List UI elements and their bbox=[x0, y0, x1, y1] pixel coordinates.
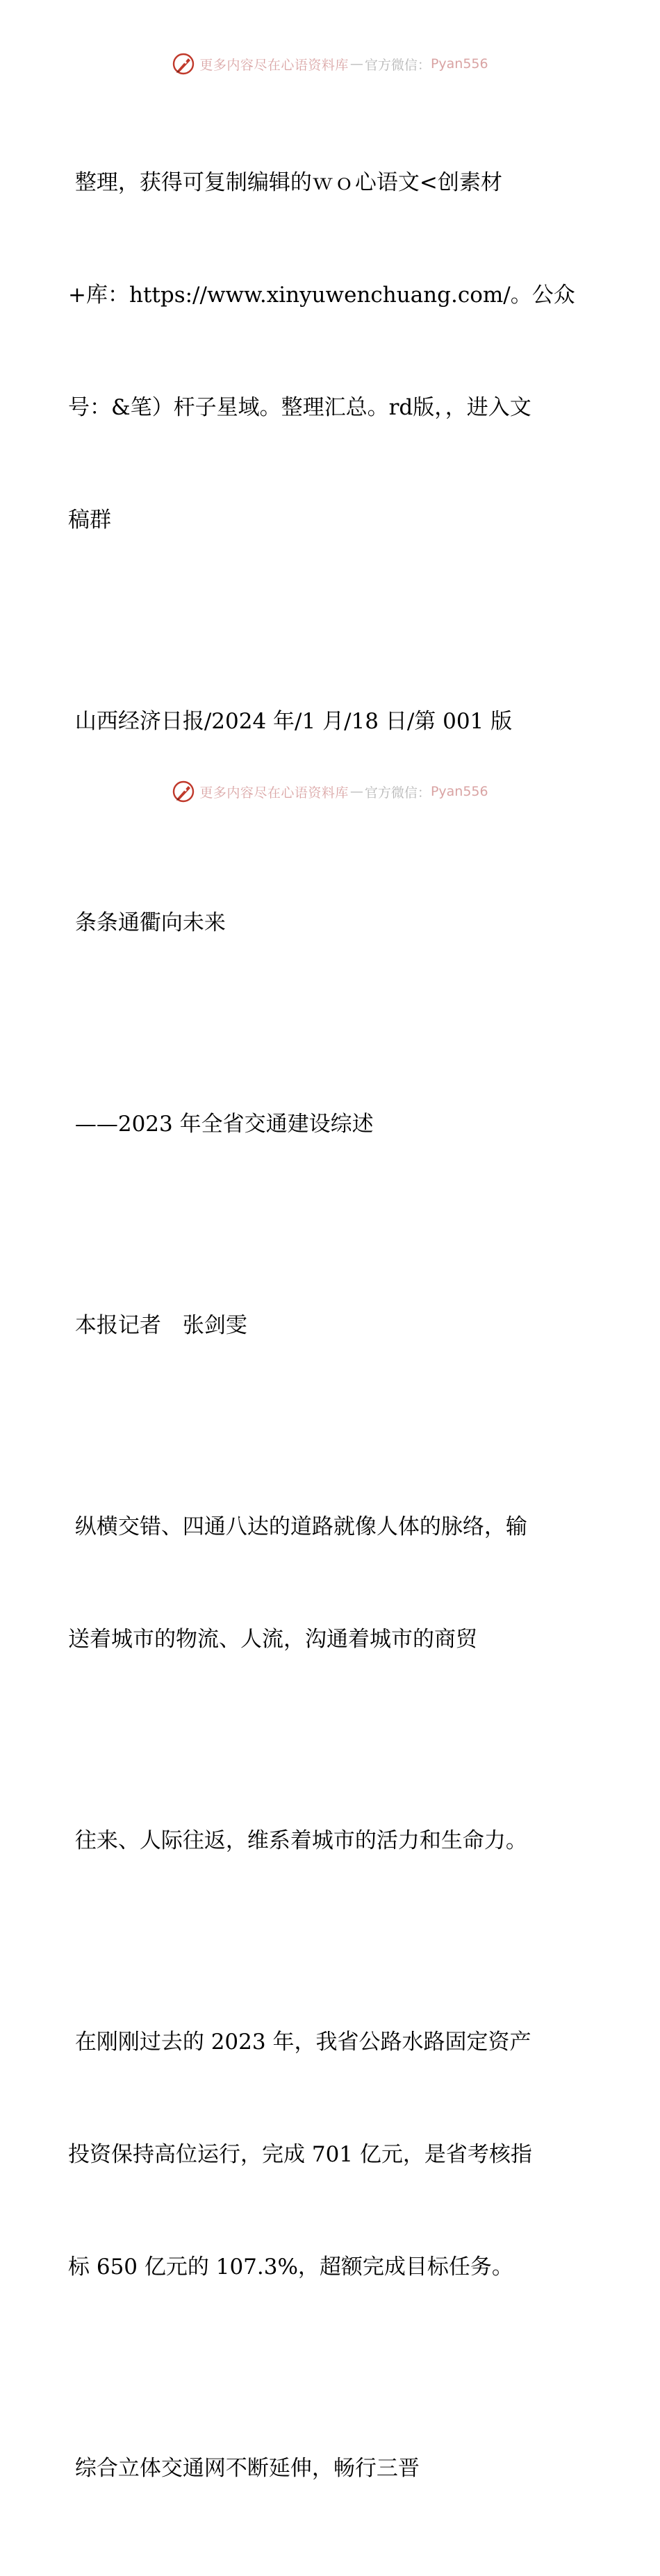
text-line: 标 650 亿元的 107.3%，超额完成目标任务。 bbox=[68, 2255, 513, 2280]
watermark-official-label: 官方微信： bbox=[364, 785, 431, 801]
text-line: 本报记者 张剑雯 bbox=[68, 1313, 247, 1338]
body-paragraph bbox=[68, 1433, 591, 1733]
text-line: 稿群 bbox=[68, 508, 111, 533]
text-line: 山西经济日报/2024 年/1 月/18 日/第 001 版 bbox=[68, 709, 513, 734]
watermark-separator: — bbox=[349, 784, 363, 799]
text-line: 整理，获得可复制编辑的ｗｏ心语文<创素材 bbox=[68, 170, 502, 195]
text-line: ——2023 年全省交通建设综述 bbox=[68, 1112, 374, 1137]
text-line: 纵横交错、四通八达的道路就像人体的脉络，输 bbox=[68, 1514, 527, 1539]
watermark-official-label: 官方微信： bbox=[364, 57, 431, 73]
text-line: 在刚刚过去的 2023 年，我省公路水路固定资产 bbox=[68, 2030, 531, 2055]
text-line: 送着城市的物流、人流，沟通着城市的商贸 bbox=[68, 1627, 477, 1652]
intro-paragraph bbox=[68, 89, 591, 614]
watermark-account: Pyan556 bbox=[430, 784, 488, 799]
watermark-account: Pyan556 bbox=[430, 56, 488, 72]
document-body bbox=[68, 89, 591, 2576]
watermark-separator: — bbox=[349, 56, 363, 72]
text-line: 号：&笔）杆子星域。整理汇总。rd版，，进入文 bbox=[68, 395, 531, 420]
fountain-pen-logo-icon bbox=[172, 52, 195, 76]
text-line: 综合立体交通网不断延伸，畅行三晋 bbox=[68, 2456, 420, 2481]
watermark-text: 更多内容尽在心语资料库 bbox=[199, 785, 349, 801]
text-line: 条条通衢向未来 bbox=[68, 910, 226, 935]
article-subtitle bbox=[68, 1030, 591, 1218]
text-line: 往来、人际往返，维系着城市的活力和生命力。 bbox=[68, 1828, 527, 1853]
text-line: +库：https://www.xinyuwenchuang.com/。公众 bbox=[68, 283, 575, 308]
watermark-text: 更多内容尽在心语资料库 bbox=[199, 57, 349, 73]
article-title bbox=[68, 829, 591, 1017]
article-byline bbox=[68, 1232, 591, 1419]
header-watermark bbox=[0, 50, 660, 78]
text-line: 投资保持高位运行，完成 701 亿元，是省考核指 bbox=[68, 2142, 532, 2167]
fountain-pen-logo-icon bbox=[172, 780, 195, 803]
body-paragraph bbox=[68, 1747, 591, 1934]
footer-watermark bbox=[0, 778, 660, 805]
section-heading bbox=[68, 2375, 591, 2562]
body-paragraph bbox=[68, 1948, 591, 2361]
